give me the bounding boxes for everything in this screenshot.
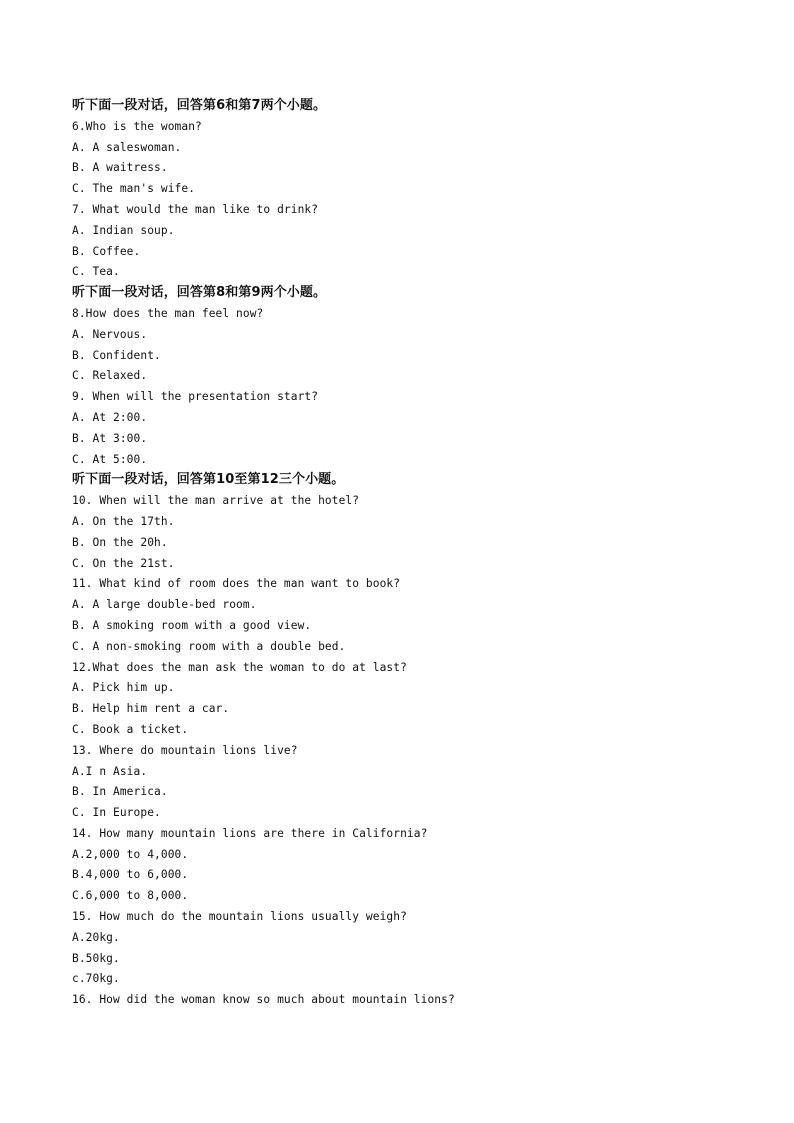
option-a: A. Nervous. xyxy=(72,327,148,341)
option-c: C. Book a ticket. xyxy=(72,722,189,736)
question-text: 8.How does the man feel now? xyxy=(72,306,264,320)
option-b: B. On the 20h. xyxy=(72,535,168,549)
option-b: B.50kg. xyxy=(72,951,120,965)
question-text: 15. How much do the mountain lions usually weigh? xyxy=(72,910,407,924)
question-15 xyxy=(72,907,752,990)
option-a: A. At 2:00. xyxy=(72,410,148,424)
question-9 xyxy=(72,387,752,470)
question-10 xyxy=(72,491,752,574)
option-b: B.4,000 to 6,000. xyxy=(72,868,189,882)
exam-page xyxy=(72,96,752,1011)
option-b: B. A waitress. xyxy=(72,161,168,175)
option-a: A. A large double-bed room. xyxy=(72,598,257,612)
option-c: C.6,000 to 8,000. xyxy=(72,889,189,903)
question-text: 14. How many mountain lions are there in California? xyxy=(72,826,428,840)
question-6 xyxy=(72,117,752,200)
option-b: B. Help him rent a car. xyxy=(72,702,230,716)
option-a: A. Indian soup. xyxy=(72,223,175,237)
question-12 xyxy=(72,658,752,741)
option-b: B. A smoking room with a good view. xyxy=(72,618,312,632)
option-c: C. In Europe. xyxy=(72,806,161,820)
section-heading: 听下面一段对话，回答第8和第9两个小题。 xyxy=(72,285,327,301)
option-c: C. A non-smoking room with a double bed. xyxy=(72,639,346,653)
option-c: C. Tea. xyxy=(72,265,120,279)
question-text: 9. When will the presentation start? xyxy=(72,390,319,404)
option-c: c.70kg. xyxy=(72,972,120,986)
option-b: B. Coffee. xyxy=(72,244,141,258)
option-a: A. On the 17th. xyxy=(72,514,175,528)
option-b: B. In America. xyxy=(72,785,168,799)
option-b: B. Confident. xyxy=(72,348,161,362)
question-text: 16. How did the woman know so much about mountain lions? xyxy=(72,993,455,1007)
option-b: B. At 3:00. xyxy=(72,431,148,445)
option-a: A.20kg. xyxy=(72,930,120,944)
question-16 xyxy=(72,990,752,1011)
option-c: C. At 5:00. xyxy=(72,452,148,466)
question-text: 6.Who is the woman? xyxy=(72,119,202,133)
question-text: 7. What would the man like to drink? xyxy=(72,202,319,216)
question-text: 11. What kind of room does the man want to book? xyxy=(72,577,401,591)
question-7 xyxy=(72,200,752,283)
section-heading: 听下面一段对话，回答第6和第7两个小题。 xyxy=(72,98,327,113)
option-c: C. On the 21st. xyxy=(72,556,175,570)
option-a: A.2,000 to 4,000. xyxy=(72,847,189,861)
option-a: A.I n Asia. xyxy=(72,764,148,778)
question-14 xyxy=(72,824,752,907)
question-11 xyxy=(72,574,752,657)
option-a: A. A saleswoman. xyxy=(72,140,182,154)
question-text: 10. When will the man arrive at the hotel? xyxy=(72,494,360,508)
section-heading: 听下面一段对话，回答第10至第12三个小题。 xyxy=(72,472,345,488)
question-text: 12.What does the man ask the woman to do at last? xyxy=(72,660,407,674)
question-text: 13. Where do mountain lions live? xyxy=(72,743,298,757)
option-a: A. Pick him up. xyxy=(72,681,175,695)
question-8 xyxy=(72,304,752,387)
question-13 xyxy=(72,741,752,824)
option-c: C. The man's wife. xyxy=(72,182,196,196)
option-c: C. Relaxed. xyxy=(72,369,148,383)
